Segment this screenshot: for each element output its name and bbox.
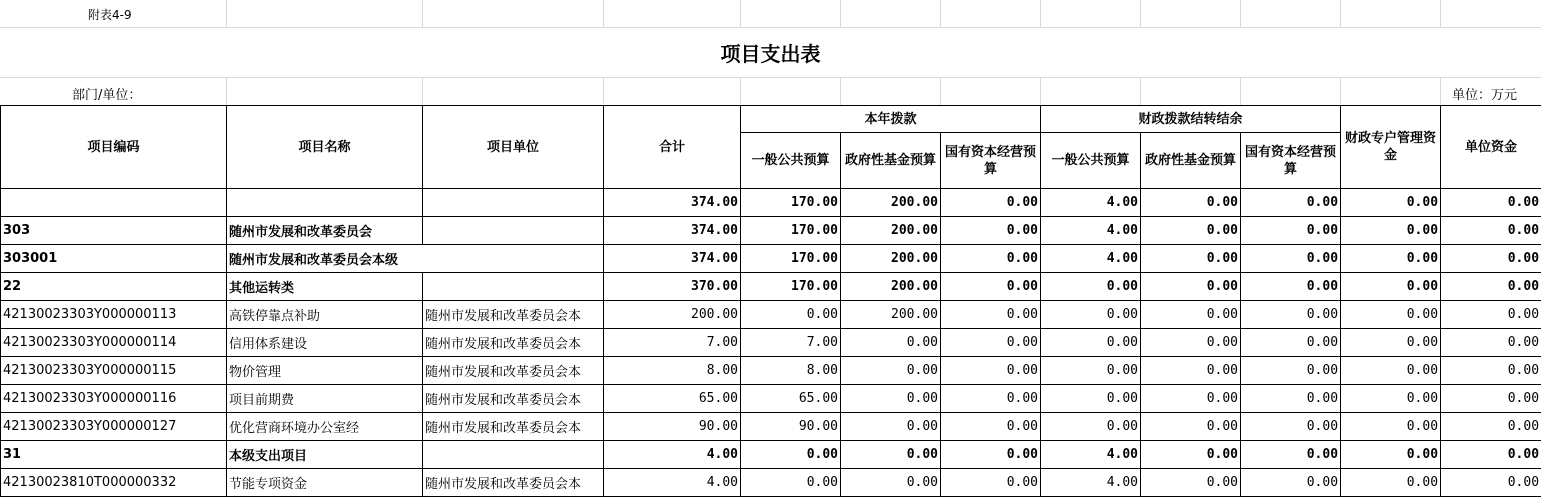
cell-amount: 0.00: [841, 385, 941, 413]
cell-amount: 170.00: [741, 273, 841, 301]
cell-amount: 0.00: [941, 301, 1041, 329]
cell-amount: 0.00: [1241, 301, 1341, 329]
header-unit-fund: 单位资金: [1441, 106, 1541, 189]
cell-project-unit: 随州市发展和改革委员会本: [423, 329, 604, 357]
cell-amount: 0.00: [941, 273, 1041, 301]
project-expenditure-table: [0, 105, 1541, 497]
grid-line: [422, 0, 423, 27]
cell-amount: 200.00: [841, 245, 941, 273]
cell-project-name: 高铁停靠点补助: [227, 301, 423, 329]
cell-project-name: 项目前期费: [227, 385, 423, 413]
cell-amount: 0.00: [1141, 441, 1241, 469]
table-row: [1, 357, 1541, 385]
grid-line: [1340, 0, 1341, 27]
cell-amount: 0.00: [1041, 357, 1141, 385]
cell-amount: 0.00: [941, 469, 1041, 497]
cell-project-code: 303001: [1, 245, 227, 273]
grid-line: [0, 27, 1541, 28]
cell-amount: 0.00: [1341, 273, 1441, 301]
grid-line: [1440, 0, 1441, 27]
cell-project-unit: 随州市发展和改革委员会本: [423, 357, 604, 385]
cell-amount: 0.00: [1141, 413, 1241, 441]
cell-amount: 7.00: [741, 329, 841, 357]
cell-project-unit: [423, 273, 604, 301]
cell-amount: 90.00: [604, 413, 741, 441]
cell-amount: 4.00: [604, 441, 741, 469]
cell-amount: 0.00: [941, 217, 1041, 245]
header-carry-general: 一般公共预算: [1041, 133, 1141, 189]
cell-amount: 0.00: [1341, 245, 1441, 273]
grid-line: [1340, 78, 1341, 105]
cell-amount: 0.00: [1141, 329, 1241, 357]
cell-amount: 0.00: [1241, 357, 1341, 385]
header-carry-fund: 政府性基金预算: [1141, 133, 1241, 189]
cell-amount: 0.00: [1341, 329, 1441, 357]
cell-project-code: 42130023303Y000000115: [1, 357, 227, 385]
cell-project-unit: 随州市发展和改革委员会本: [423, 385, 604, 413]
grid-line: [0, 77, 1541, 78]
cell-amount: 0.00: [1341, 413, 1441, 441]
cell-amount: 8.00: [741, 357, 841, 385]
cell-amount: 0.00: [941, 357, 1041, 385]
grid-line: [740, 78, 741, 105]
header-unit: 项目单位: [423, 106, 604, 189]
cell-amount: 0.00: [841, 441, 941, 469]
grid-line: [226, 0, 227, 27]
grid-line: [603, 0, 604, 27]
cell-amount: 0.00: [1441, 413, 1541, 441]
cell-project-name: 随州市发展和改革委员会: [227, 217, 423, 245]
cell-amount: 4.00: [1041, 441, 1141, 469]
cell-amount: 0.00: [841, 413, 941, 441]
cell-amount: 0.00: [1341, 357, 1441, 385]
cell-amount: 0.00: [1141, 217, 1241, 245]
cell-project-name: 本级支出项目: [227, 441, 423, 469]
header-name: 项目名称: [227, 106, 423, 189]
cell-amount: 170.00: [741, 245, 841, 273]
cell-amount: 0.00: [1141, 189, 1241, 217]
cell-amount: 0.00: [1041, 301, 1141, 329]
cell-project-unit: [423, 217, 604, 245]
cell-amount: 0.00: [1241, 385, 1341, 413]
cell-amount: 0.00: [1341, 189, 1441, 217]
cell-project-name: 信用体系建设: [227, 329, 423, 357]
cell-amount: 200.00: [841, 273, 941, 301]
grid-line: [603, 78, 604, 105]
cell-amount: 4.00: [1041, 217, 1141, 245]
grid-line: [1240, 78, 1241, 105]
cell-project-unit: [423, 441, 604, 469]
cell-amount: 0.00: [741, 441, 841, 469]
cell-amount: 0.00: [941, 245, 1041, 273]
table-row: [1, 301, 1541, 329]
cell-amount: 0.00: [1041, 329, 1141, 357]
table-row: [1, 245, 1541, 273]
grid-line: [940, 78, 941, 105]
cell-amount: 0.00: [941, 385, 1041, 413]
cell-amount: 65.00: [741, 385, 841, 413]
cell-amount: 0.00: [1341, 217, 1441, 245]
cell-project-name: 其他运转类: [227, 273, 423, 301]
cell-project-name: 节能专项资金: [227, 469, 423, 497]
cell-amount: 0.00: [1041, 273, 1141, 301]
cell-project-name: [227, 189, 423, 217]
cell-amount: 0.00: [1441, 301, 1541, 329]
cell-project-code: 42130023810T000000332: [1, 469, 227, 497]
cell-amount: 0.00: [1241, 217, 1341, 245]
cell-project-code: 42130023303Y000000116: [1, 385, 227, 413]
cell-amount: 7.00: [604, 329, 741, 357]
grid-line: [1140, 0, 1141, 27]
cell-amount: 0.00: [1241, 441, 1341, 469]
cell-amount: 0.00: [1441, 329, 1541, 357]
cell-amount: 0.00: [1441, 357, 1541, 385]
header-group-carry: 财政拨款结转结余: [1041, 106, 1341, 133]
table-body: [1, 189, 1541, 497]
cell-amount: 65.00: [604, 385, 741, 413]
table-row: [1, 329, 1541, 357]
cell-amount: 0.00: [1441, 469, 1541, 497]
cell-amount: 0.00: [941, 329, 1041, 357]
cell-amount: 4.00: [1041, 469, 1141, 497]
cell-amount: 0.00: [1441, 273, 1541, 301]
cell-amount: 0.00: [1441, 245, 1541, 273]
cell-amount: 374.00: [604, 217, 741, 245]
cell-amount: 0.00: [1441, 441, 1541, 469]
table-row: [1, 189, 1541, 217]
cell-project-name: 优化营商环境办公室经: [227, 413, 423, 441]
cell-amount: 0.00: [841, 469, 941, 497]
cell-amount: 0.00: [741, 469, 841, 497]
cell-amount: 170.00: [741, 217, 841, 245]
table-row: [1, 441, 1541, 469]
cell-amount: 0.00: [941, 189, 1041, 217]
cell-amount: 4.00: [1041, 245, 1141, 273]
page-title: 项目支出表: [720, 42, 821, 66]
cell-amount: 170.00: [741, 189, 841, 217]
cell-amount: 0.00: [1241, 189, 1341, 217]
grid-line: [1040, 0, 1041, 27]
cell-project-unit: 随州市发展和改革委员会本: [423, 413, 604, 441]
cell-project-unit: 随州市发展和改革委员会本: [423, 301, 604, 329]
header-total: 合计: [604, 106, 741, 189]
grid-line: [226, 78, 227, 105]
cell-amount: 0.00: [1441, 217, 1541, 245]
cell-amount: 0.00: [1241, 329, 1341, 357]
table-row: [1, 413, 1541, 441]
cell-project-name: 随州市发展和改革委员会本级: [227, 245, 604, 273]
cell-amount: 200.00: [841, 189, 941, 217]
cell-amount: 374.00: [604, 189, 741, 217]
table-row: [1, 217, 1541, 245]
cell-project-code: [1, 189, 227, 217]
cell-amount: 374.00: [604, 245, 741, 273]
cell-amount: 200.00: [841, 301, 941, 329]
unit-label: 单位：万元: [1452, 88, 1518, 103]
cell-project-code: 42130023303Y000000114: [1, 329, 227, 357]
header-code: 项目编码: [1, 106, 227, 189]
cell-amount: 0.00: [1141, 469, 1241, 497]
header-special-fund: 财政专户管理资金: [1341, 106, 1441, 189]
grid-line: [1040, 78, 1041, 105]
cell-amount: 0.00: [1041, 385, 1141, 413]
cell-amount: 0.00: [1141, 273, 1241, 301]
cell-amount: 200.00: [604, 301, 741, 329]
cell-amount: 0.00: [1341, 441, 1441, 469]
cell-amount: 0.00: [1141, 245, 1241, 273]
cell-amount: 8.00: [604, 357, 741, 385]
cell-amount: 0.00: [1141, 301, 1241, 329]
cell-amount: 0.00: [1241, 273, 1341, 301]
cell-project-unit: 随州市发展和改革委员会本: [423, 469, 604, 497]
header-carry-state: 国有资本经营预算: [1241, 133, 1341, 189]
cell-amount: 0.00: [1341, 385, 1441, 413]
grid-line: [422, 78, 423, 105]
cell-amount: 0.00: [741, 301, 841, 329]
cell-amount: 0.00: [1141, 385, 1241, 413]
cell-amount: 0.00: [941, 413, 1041, 441]
cell-amount: 0.00: [1041, 413, 1141, 441]
grid-line: [1140, 78, 1141, 105]
cell-amount: 0.00: [1341, 469, 1441, 497]
cell-project-name: 物价管理: [227, 357, 423, 385]
grid-line: [1240, 0, 1241, 27]
cell-amount: 4.00: [1041, 189, 1141, 217]
grid-line: [940, 0, 941, 27]
grid-line: [740, 0, 741, 27]
department-label: 部门/单位：: [72, 88, 142, 103]
cell-project-code: 303: [1, 217, 227, 245]
cell-amount: 0.00: [1241, 245, 1341, 273]
cell-project-code: 42130023303Y000000127: [1, 413, 227, 441]
cell-amount: 0.00: [941, 441, 1041, 469]
header-state-budget: 国有资本经营预算: [941, 133, 1041, 189]
table-row: [1, 469, 1541, 497]
cell-project-unit: [423, 189, 604, 217]
header-group-current: 本年拨款: [741, 106, 1041, 133]
cell-amount: 370.00: [604, 273, 741, 301]
table-row: [1, 385, 1541, 413]
cell-amount: 90.00: [741, 413, 841, 441]
cell-amount: 0.00: [841, 357, 941, 385]
grid-line: [840, 78, 841, 105]
header-general-budget: 一般公共预算: [741, 133, 841, 189]
grid-line: [840, 0, 841, 27]
cell-amount: 0.00: [841, 329, 941, 357]
cell-amount: 0.00: [1441, 189, 1541, 217]
cell-project-code: 22: [1, 273, 227, 301]
cell-amount: 200.00: [841, 217, 941, 245]
cell-project-code: 42130023303Y000000113: [1, 301, 227, 329]
cell-amount: 4.00: [604, 469, 741, 497]
cell-amount: 0.00: [1241, 413, 1341, 441]
table-row: [1, 273, 1541, 301]
grid-line: [1440, 78, 1441, 105]
annex-label: 附表4-9: [88, 8, 132, 22]
header-fund-budget: 政府性基金预算: [841, 133, 941, 189]
cell-amount: 0.00: [1241, 469, 1341, 497]
cell-amount: 0.00: [1341, 301, 1441, 329]
cell-amount: 0.00: [1441, 385, 1541, 413]
cell-amount: 0.00: [1141, 357, 1241, 385]
cell-project-code: 31: [1, 441, 227, 469]
